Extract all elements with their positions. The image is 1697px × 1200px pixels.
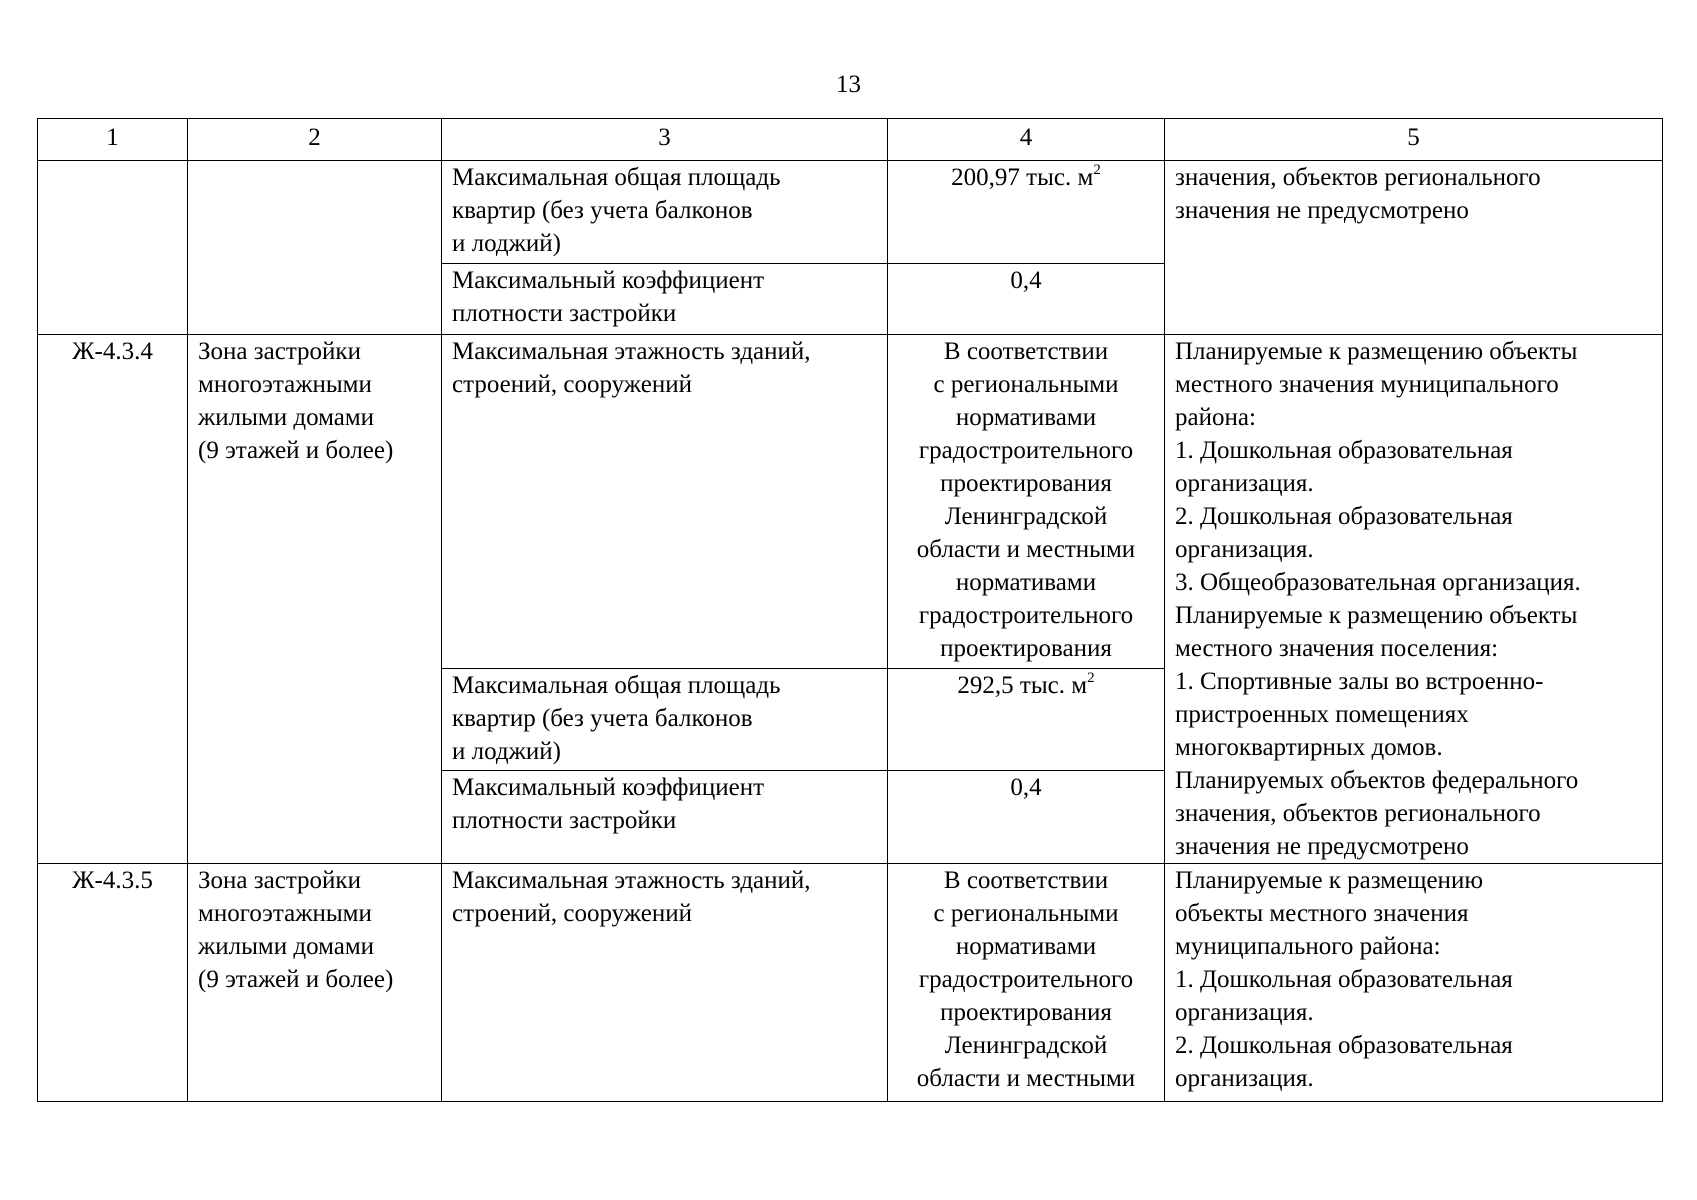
page-number: 13	[836, 71, 861, 98]
value-cell	[888, 161, 1165, 264]
column-header-1: 1	[38, 119, 188, 161]
zone-code-cell: Ж-4.3.4	[38, 335, 188, 864]
value-cell	[888, 668, 1165, 771]
parameter-cell: Максимальный коэффициент плотности застройки	[442, 264, 888, 335]
column-header-2: 2	[188, 119, 442, 161]
value-cell: 0,4	[888, 264, 1165, 335]
header-row	[38, 119, 1663, 161]
value-cell: В соответствии с региональными нормативами градостроительного проектирования Ленинградской области и местными	[888, 864, 1165, 1102]
value-cell: В соответствии с региональными нормативами градостроительного проектирования Ленинградской области и местными нормативами градостроительного проектирования	[888, 335, 1165, 669]
column-header-4: 4	[888, 119, 1165, 161]
parameter-cell: Максимальный коэффициент плотности застройки	[442, 771, 888, 864]
continuation-code-cell	[38, 161, 188, 335]
zone-name-cell: Зона застройки многоэтажными жилыми домами (9 этажей и более)	[188, 335, 442, 864]
column-header-3: 3	[442, 119, 888, 161]
zone-code-cell: Ж-4.3.5	[38, 864, 188, 1102]
parameter-cell: Максимальная этажность зданий, строений, сооружений	[442, 335, 888, 669]
table-row	[38, 864, 1663, 1102]
planned-objects-cell: Планируемые к размещению объекты местного значения муниципального района: 1. Дошкольная образовательная организация. 2. Дошкольная образовательная организация.	[1165, 864, 1663, 1102]
table-row	[38, 161, 1663, 264]
planned-objects-cell: Планируемые к размещению объекты местного значения муниципального района: 1. Дошкольная образовательная организация. 2. Дошкольная образовательная организация. 3. Общеобразовательная организация. Планируемые к размещению объекты местного значения поселения: 1. Спортивные залы во встроенно- пристроенных помещениях многоквартирных домов. Планируемых объектов федерального значения, объектов регионального значения не предусмотрено	[1165, 335, 1663, 864]
continuation-name-cell	[188, 161, 442, 335]
zone-name-cell: Зона застройки многоэтажными жилыми домами (9 этажей и более)	[188, 864, 442, 1102]
column-header-5: 5	[1165, 119, 1663, 161]
value-superscript: 2	[1093, 162, 1101, 178]
parameter-cell: Максимальная общая площадь квартир (без учета балконов и лоджий)	[442, 161, 888, 264]
parameter-cell: Максимальная этажность зданий, строений, сооружений	[442, 864, 888, 1102]
value-cell: 0,4	[888, 771, 1165, 864]
value-superscript: 2	[1087, 669, 1095, 686]
table-row	[38, 335, 1663, 669]
zoning-table	[37, 118, 1663, 1102]
planned-objects-cell: значения, объектов регионального значения не предусмотрено	[1165, 161, 1663, 335]
value-text: 200,97 тыс. м	[951, 164, 1094, 191]
parameter-cell: Максимальная общая площадь квартир (без учета балконов и лоджий)	[442, 668, 888, 771]
value-text: 292,5 тыс. м	[957, 671, 1088, 699]
